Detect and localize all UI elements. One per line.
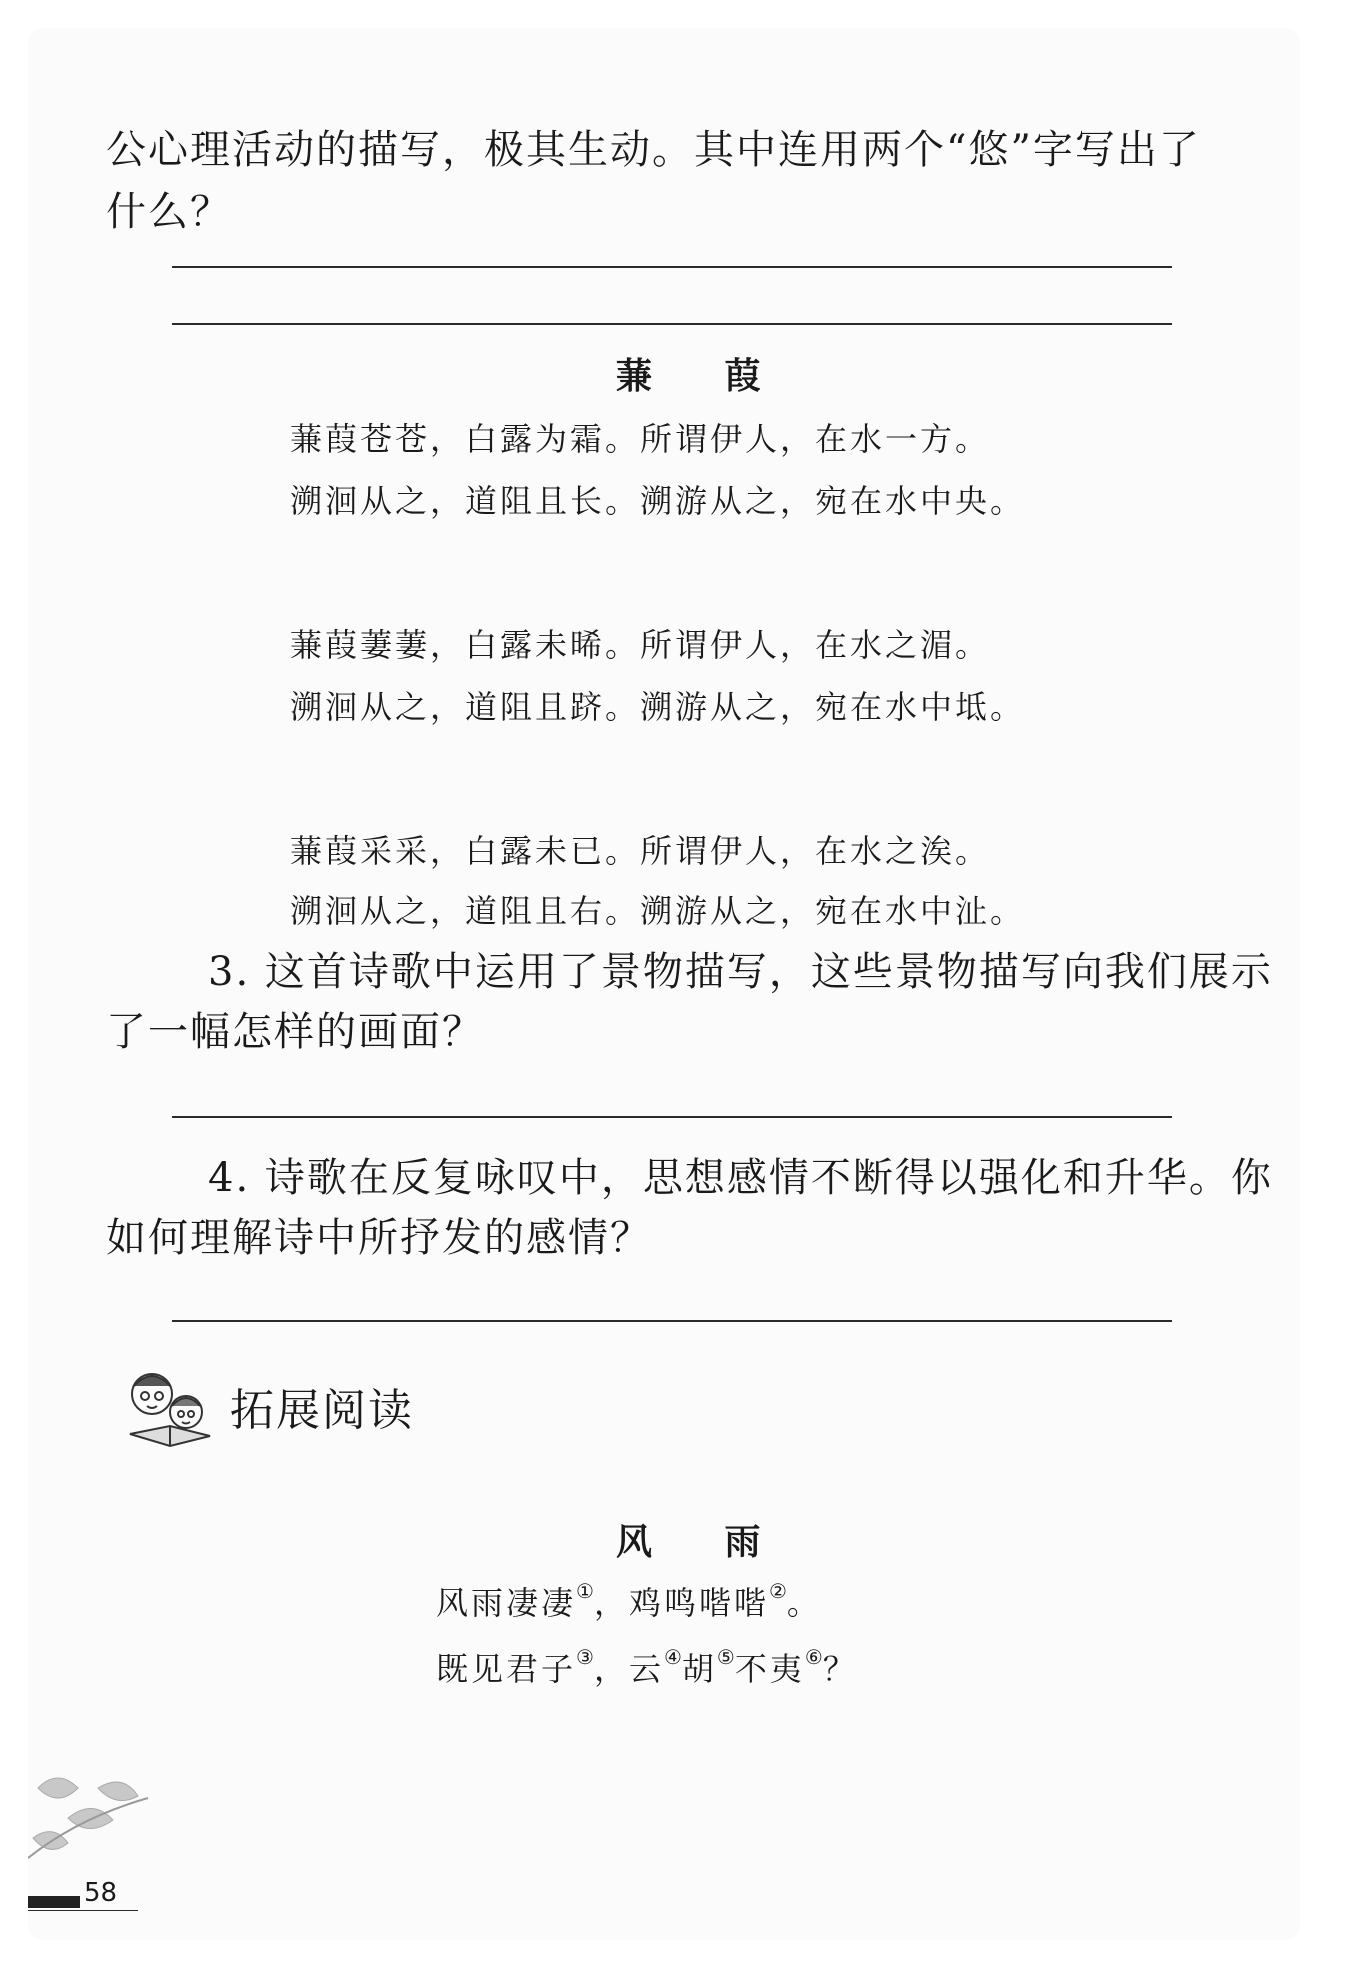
kids-reading-illustration <box>120 1364 220 1454</box>
poem-text: 。 <box>786 1584 822 1622</box>
footnote-marker: ① <box>576 1579 594 1603</box>
section-heading: 拓展阅读 <box>230 1385 414 1436</box>
poem-line: 溯洄从之，道阻且长。溯游从之，宛在水中央。 <box>290 482 1026 520</box>
question-3-line-1: 3. 这首诗歌中运用了景物描写，这些景物描写向我们展示 <box>208 949 1273 995</box>
poem-text: ？ <box>822 1650 858 1688</box>
page-number: 58 <box>84 1878 118 1908</box>
poem-text: 风雨凄凄 <box>436 1584 577 1622</box>
footnote-marker: ② <box>768 1579 787 1603</box>
poem-text: ，鸡鸣喈喈 <box>593 1584 769 1622</box>
poem-line <box>436 1578 822 1624</box>
answer-line <box>172 266 1172 268</box>
footnote-marker: ⑥ <box>804 1645 823 1669</box>
poem-line <box>436 1644 858 1690</box>
page-number-bar <box>28 1896 80 1908</box>
prev-question-line-1: 公心理活动的描写，极其生动。其中连用两个“悠”字写出了 <box>106 127 1201 173</box>
poem-line: 蒹葭苍苍，白露为霜。所谓伊人，在水一方。 <box>290 420 991 458</box>
poem-text: 既见君子 <box>436 1650 577 1688</box>
textbook-page <box>28 28 1300 1940</box>
footnote-marker: ③ <box>576 1645 594 1669</box>
footnote-marker: ④ <box>663 1645 682 1669</box>
footnote-marker: ⑤ <box>716 1645 735 1669</box>
leaf-decoration-icon <box>28 1768 158 1878</box>
page-number-underline <box>28 1910 138 1911</box>
poem-line: 溯洄从之，道阻且右。溯游从之，宛在水中沚。 <box>290 892 1026 930</box>
poem-line: 溯洄从之，道阻且跻。溯游从之，宛在水中坻。 <box>290 688 1026 726</box>
poem-text: ，云 <box>593 1650 664 1688</box>
poem-line: 蒹葭采采，白露未已。所谓伊人，在水之涘。 <box>290 832 991 870</box>
question-4-line-1: 4. 诗歌在反复咏叹中，思想感情不断得以强化和升华。你 <box>208 1155 1273 1201</box>
prev-question-line-2: 什么？ <box>106 189 232 235</box>
answer-line <box>172 323 1172 325</box>
poem-text: 不夷 <box>734 1650 805 1688</box>
poem-line: 蒹葭萋萋，白露未晞。所谓伊人，在水之湄。 <box>290 626 991 664</box>
question-4-line-2: 如何理解诗中所抒发的感情？ <box>106 1215 652 1261</box>
poem-title: 风 雨 <box>616 1522 791 1563</box>
question-3-line-2: 了一幅怎样的画面？ <box>106 1009 484 1055</box>
poem-title: 蒹 葭 <box>616 356 791 397</box>
poem-text: 胡 <box>681 1650 717 1688</box>
answer-line <box>172 1116 1172 1118</box>
answer-line <box>172 1320 1172 1322</box>
